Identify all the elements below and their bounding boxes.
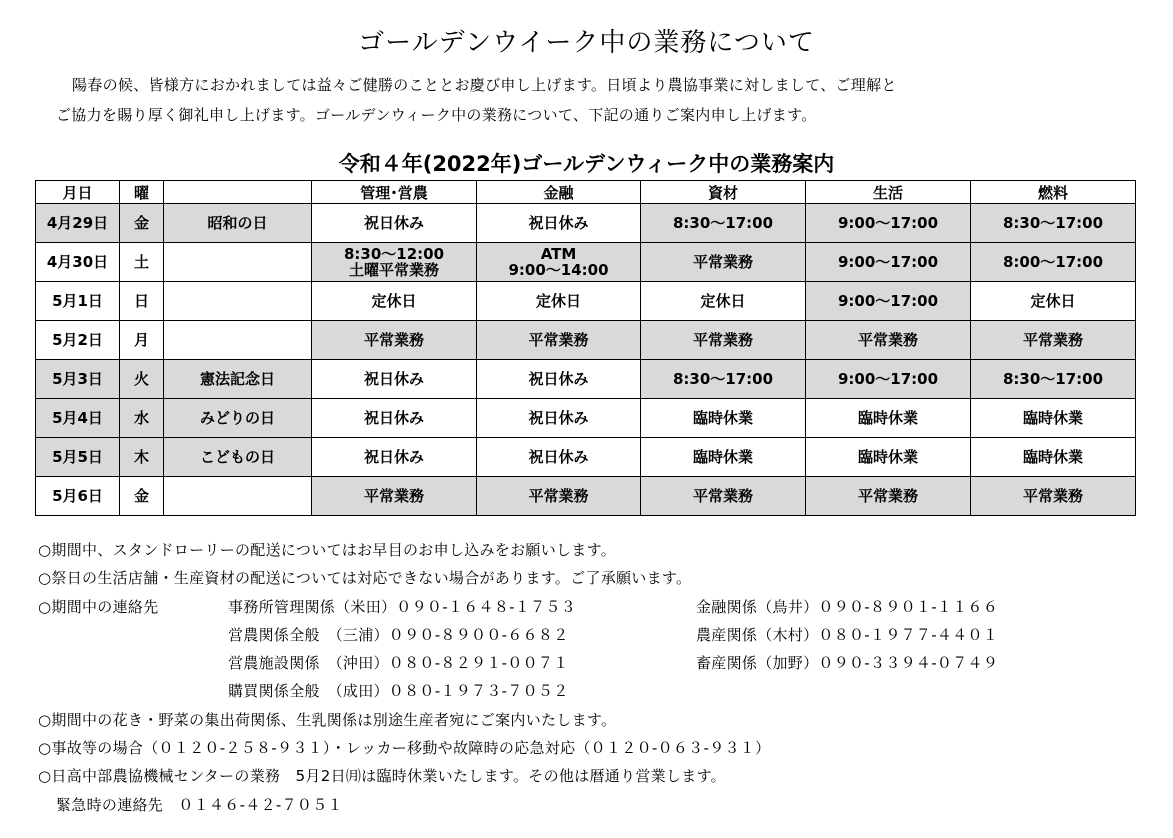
note-line: ○期間中、スタンドローリーの配送についてはお早目のお申し込みをお願いします。 — [38, 541, 616, 559]
cell-kinyu — [477, 243, 641, 282]
cell-kinyu: 祝日休み — [477, 399, 641, 438]
cell-holiday: みどりの日 — [164, 399, 312, 438]
cell-kanri: 定休日 — [312, 282, 477, 321]
contact-row — [38, 677, 1148, 705]
header-seikatsu: 生活 — [806, 181, 971, 204]
header-kanri: 管理･営農 — [312, 181, 477, 204]
note-line: ○事故等の場合（０１２０-２５８-９３１）・レッカー移動や故障時の応急対応（０１２０-０６３-９３１） — [38, 739, 771, 758]
intro-paragraph — [56, 70, 1136, 130]
cell-dow: 金 — [120, 477, 164, 516]
cell-kanri: 祝日休み — [312, 204, 477, 243]
cell-kanri: 平常業務 — [312, 477, 477, 516]
note-line — [38, 791, 1148, 819]
cell-holiday: 昭和の日 — [164, 204, 312, 243]
table-row — [36, 243, 1136, 282]
cell-date: 4月29日 — [36, 204, 120, 243]
cell-shizai: 平常業務 — [641, 321, 806, 360]
cell-date: 5月5日 — [36, 438, 120, 477]
cell-date: 5月2日 — [36, 321, 120, 360]
cell-shizai: 8:30～17:00 — [641, 204, 806, 243]
cell-kanri: 祝日休み — [312, 438, 477, 477]
header-dow: 曜 — [120, 181, 164, 204]
cell-kanri: 祝日休み — [312, 360, 477, 399]
contact-row — [38, 649, 1148, 677]
cell-nenryo: 8:30～17:00 — [971, 204, 1136, 243]
cell-holiday — [164, 477, 312, 516]
header-nenryo: 燃料 — [971, 181, 1136, 204]
contact-entry: 金融関係（鳥井）０９０-８９０１-１１６６ — [696, 597, 999, 616]
cell-nenryo: 臨時休業 — [971, 438, 1136, 477]
contact-entry: 畜産関係（加野）０９０-３３９４-０７４９ — [696, 654, 999, 673]
schedule-table — [35, 180, 1136, 516]
cell-date: 5月1日 — [36, 282, 120, 321]
cell-shizai: 平常業務 — [641, 477, 806, 516]
table-row — [36, 477, 1136, 516]
cell-seikatsu: 平常業務 — [806, 477, 971, 516]
notes-section — [38, 536, 1148, 819]
cell-seikatsu: 臨時休業 — [806, 438, 971, 477]
cell-nenryo: 平常業務 — [971, 321, 1136, 360]
cell-dow: 火 — [120, 360, 164, 399]
cell-shizai: 定休日 — [641, 282, 806, 321]
intro-line-2: ご協力を賜り厚く御礼申し上げます。ゴールデンウィーク中の業務について、下記の通りご案内申し上げます。 — [56, 106, 817, 124]
table-row — [36, 204, 1136, 243]
contact-entry: 営農関係全般 （三浦）０９０-８９００-６６８２ — [228, 625, 569, 644]
cell-seikatsu: 平常業務 — [806, 321, 971, 360]
schedule-subtitle: 令和４年(2022年)ゴールデンウィーク中の業務案内 — [338, 152, 835, 176]
cell-kanri-line2: 土曜平常業務 — [348, 261, 439, 279]
cell-dow: 日 — [120, 282, 164, 321]
header-holiday — [164, 181, 312, 204]
header-date: 月日 — [36, 181, 120, 204]
cell-kanri — [312, 243, 477, 282]
cell-holiday — [164, 243, 312, 282]
contact-list — [38, 593, 1148, 706]
cell-kinyu: 祝日休み — [477, 360, 641, 399]
cell-kanri-line1: 8:30～12:00 — [343, 245, 445, 263]
header-kinyu: 金融 — [477, 181, 641, 204]
cell-holiday: こどもの日 — [164, 438, 312, 477]
cell-shizai: 平常業務 — [641, 243, 806, 282]
table-row — [36, 360, 1136, 399]
table-row — [36, 399, 1136, 438]
page-title: ゴールデンウイーク中の業務について — [358, 28, 815, 58]
cell-kinyu: 祝日休み — [477, 438, 641, 477]
cell-kinyu-line1: ATM — [540, 245, 577, 263]
cell-holiday — [164, 321, 312, 360]
cell-shizai: 8:30～17:00 — [641, 360, 806, 399]
table-header-row — [36, 181, 1136, 204]
note-line: ○日高中部農協機械センターの業務 5月2日㈪は臨時休業いたします。その他は暦通り営業します。 — [38, 767, 726, 786]
note-line: ○期間中の花き・野菜の集出荷関係、生乳関係は別途生産者宛にご案内いたします。 — [38, 710, 617, 729]
cell-seikatsu: 9:00～17:00 — [806, 204, 971, 243]
cell-date: 5月4日 — [36, 399, 120, 438]
contact-entry: 営農施設関係 （沖田）０８０-８２９１-００７１ — [228, 654, 569, 673]
cell-holiday: 憲法記念日 — [164, 360, 312, 399]
cell-kinyu: 定休日 — [477, 282, 641, 321]
cell-seikatsu: 9:00～17:00 — [806, 243, 971, 282]
cell-dow: 月 — [120, 321, 164, 360]
cell-dow: 土 — [120, 243, 164, 282]
cell-shizai: 臨時休業 — [641, 399, 806, 438]
table-row — [36, 321, 1136, 360]
cell-shizai: 臨時休業 — [641, 438, 806, 477]
cell-nenryo: 定休日 — [971, 282, 1136, 321]
cell-date: 5月6日 — [36, 477, 120, 516]
cell-nenryo: 臨時休業 — [971, 399, 1136, 438]
cell-kinyu: 祝日休み — [477, 204, 641, 243]
cell-nenryo: 8:00～17:00 — [971, 243, 1136, 282]
cell-kinyu: 平常業務 — [477, 477, 641, 516]
contact-entry: 事務所管理関係（米田）０９０-１６４８-１７５３ — [228, 597, 577, 616]
cell-holiday — [164, 282, 312, 321]
table-row — [36, 438, 1136, 477]
cell-kinyu-line2: 9:00～14:00 — [508, 261, 609, 279]
cell-dow: 木 — [120, 438, 164, 477]
table-row — [36, 282, 1136, 321]
cell-kanri: 祝日休み — [312, 399, 477, 438]
intro-line-1: 陽春の候、皆様方におかれましては益々ご健勝のこととお慶び申し上げます。日頃より農協事業に対しまして、ご理解と — [72, 76, 897, 94]
cell-date: 5月3日 — [36, 360, 120, 399]
note-line: ○祭日の生活店舗・生産資材の配送については対応できない場合があります。ご了承願います。 — [38, 569, 692, 588]
contact-entry: 購買関係全般 （成田）０８０-１９７３-７０５２ — [228, 682, 569, 701]
cell-seikatsu: 9:00～17:00 — [806, 282, 971, 321]
contact-entry: 農産関係（木村）０８０-１９７７-４４０１ — [696, 625, 999, 644]
cell-date: 4月30日 — [36, 243, 120, 282]
cell-seikatsu: 臨時休業 — [806, 399, 971, 438]
cell-nenryo: 8:30～17:00 — [971, 360, 1136, 399]
cell-dow: 金 — [120, 204, 164, 243]
contact-row — [38, 593, 1148, 621]
cell-nenryo: 平常業務 — [971, 477, 1136, 516]
emergency-contact: 緊急時の連絡先 ０１４６-４２-７０５１ — [56, 795, 343, 814]
cell-seikatsu: 9:00～17:00 — [806, 360, 971, 399]
cell-kanri: 平常業務 — [312, 321, 477, 360]
cell-dow: 水 — [120, 399, 164, 438]
contact-row — [38, 621, 1148, 649]
header-shizai: 資材 — [641, 181, 806, 204]
contact-label: ○期間中の連絡先 — [38, 597, 159, 616]
cell-kinyu: 平常業務 — [477, 321, 641, 360]
